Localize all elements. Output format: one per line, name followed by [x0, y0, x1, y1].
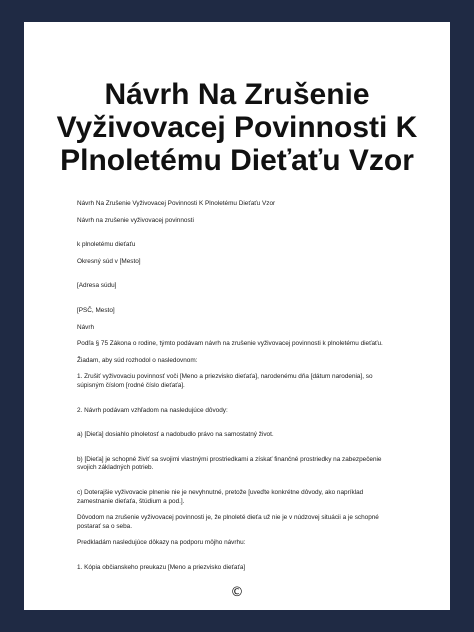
paragraph-court: Okresný súd v [Mesto] [77, 257, 141, 265]
paragraph-reason-a: a) [Dieťa] dosiahlo plnoletosť a nadobudlo právo na samostatný život. [77, 431, 274, 439]
paragraph-label-navrh: Návrh [77, 323, 95, 331]
paragraph-point-2: 2. Návrh podávam vzhľadom na nasledujúce dôvody: [77, 406, 228, 414]
document-title: Návrh Na Zrušenie Vyživovacej Povinnosti K Plnoletému Dieťaťu Vzor [56, 78, 418, 177]
document-page [24, 22, 450, 610]
copyright-icon: © [230, 585, 244, 600]
paragraph-legal-basis: Podľa § 75 Zákona o rodine, týmto podávam návrh na zrušenie vyživovacej povinnosti k plnoletému dieťaťu. [77, 340, 383, 348]
paragraph-heading-repeat: Návrh Na Zrušenie Vyživovacej Povinnosti K Plnoletému Dieťaťu Vzor [77, 200, 276, 207]
paragraph-reason-b: b) [Dieťa] je schopné živiť sa svojimi vlastnými prostriedkami a získať finančné prostriedky na zabezpečenie svojich základných potrieb. [77, 455, 382, 472]
paragraph-evidence-1: 1. Kópia občianskeho preukazu [Meno a priezvisko dieťaťa] [77, 563, 246, 571]
paragraph-evidence-intro: Predkladám nasledujúce dôkazy na podporu môjho návrhu: [77, 539, 246, 547]
paragraph-proposal-title: Návrh na zrušenie vyživovacej povinnosti [77, 216, 194, 224]
paragraph-reason-c: c) Doterajšie vyživovacie plnenie nie je nevyhnutné, pretože [uveďte konkrétne dôvody, ako napríklad zamestnanie dieťaťa, štúdium a pod.]. [77, 488, 364, 505]
paragraph-justification: Dôvodom na zrušenie vyživovacej povinnosti je, že plnoleté dieťa už nie je v núdzovej situácii a je schopné postarať sa o seba. [77, 514, 379, 530]
paragraph-proposal-title-cont: k plnoletému dieťaťu [77, 241, 136, 249]
document-body [77, 200, 399, 572]
paragraph-request: Žiadam, aby súd rozhodol o nasledovnom: [77, 356, 198, 364]
paragraph-postal-code: [PSČ, Mesto] [77, 306, 115, 314]
paragraph-court-address: [Adresa súdu] [77, 282, 117, 290]
paragraph-point-1: 1. Zrušiť vyživovaciu povinnosť voči [Meno a priezvisko dieťaťa], narodenému dňa [dátum narodenia], so súpisným číslom [rodné číslo dieťaťa]. [77, 373, 373, 389]
